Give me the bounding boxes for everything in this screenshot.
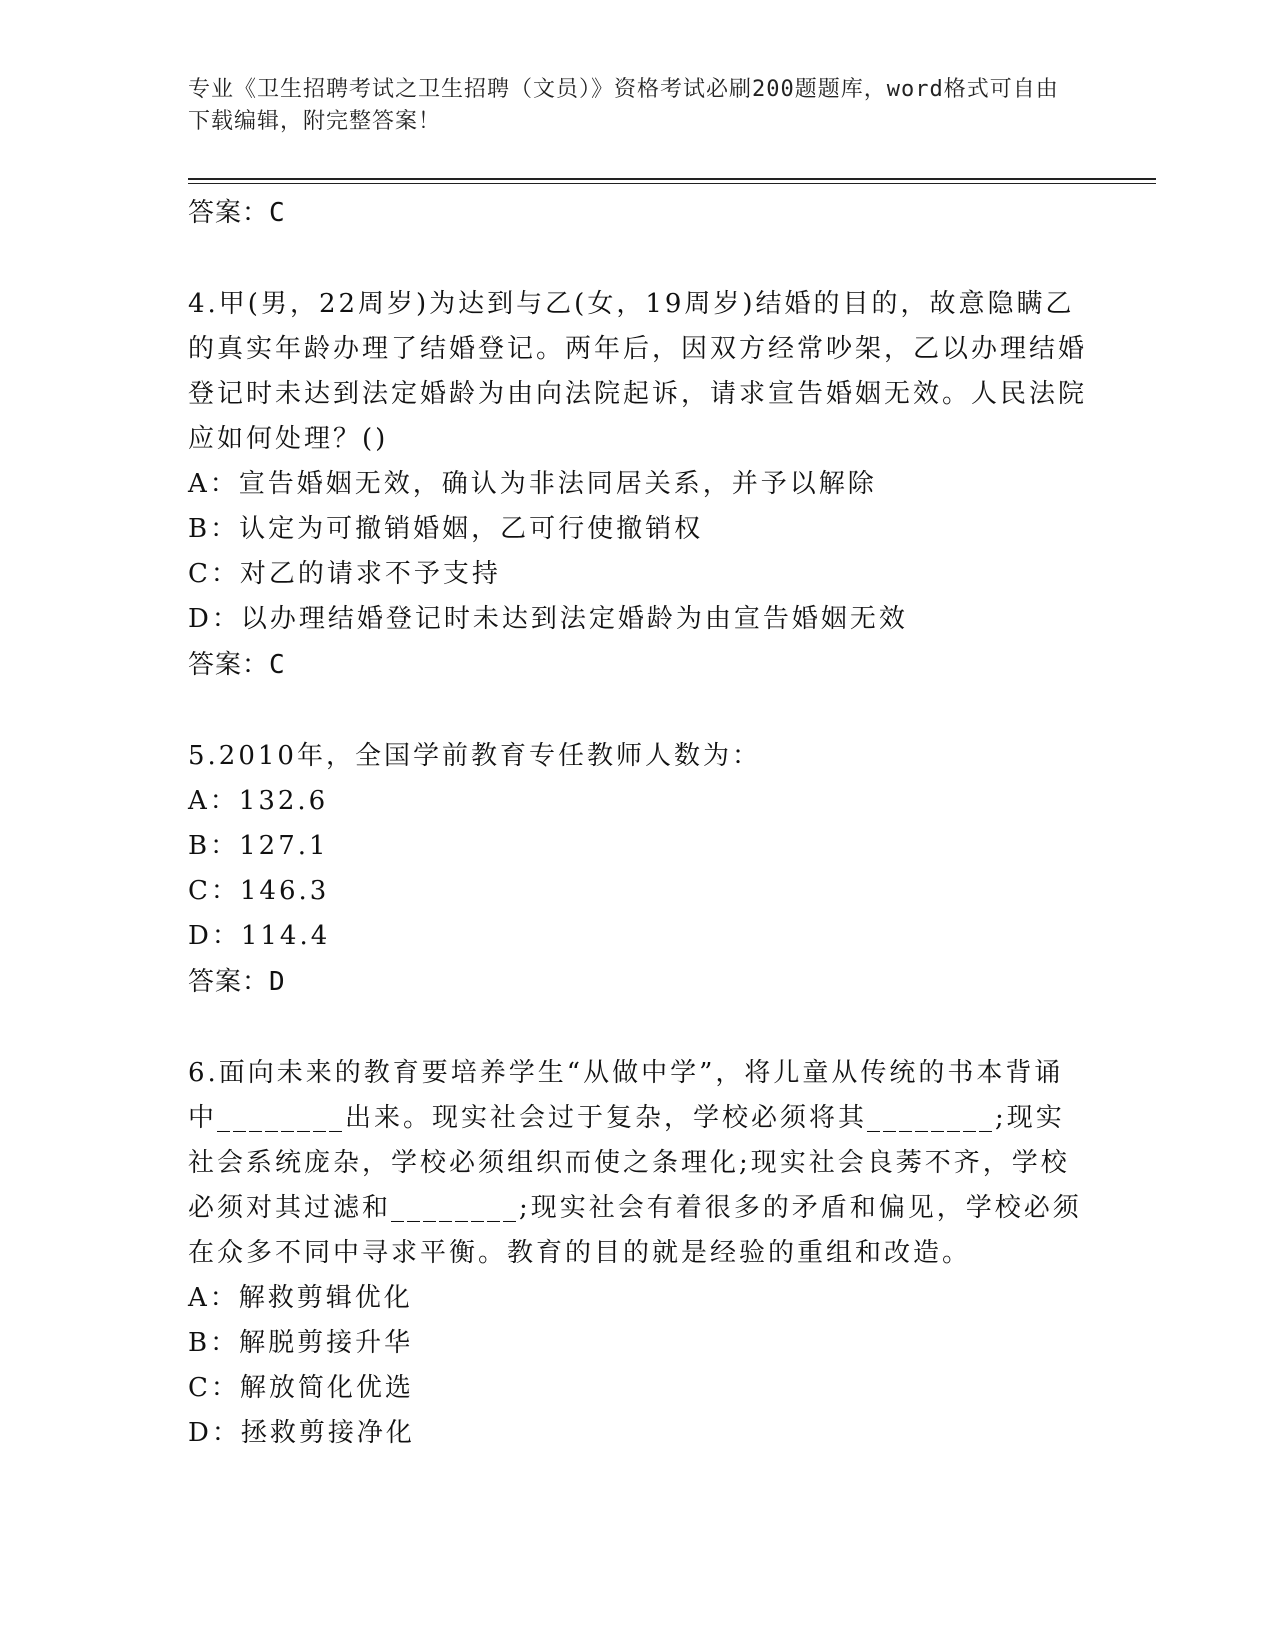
question-block-6 xyxy=(188,1051,1088,1456)
answer-4: 答案：C xyxy=(188,650,286,680)
option-4b: B：认定为可撤销婚姻，乙可行使撤销权 xyxy=(188,514,704,544)
question-block-4 xyxy=(188,282,1088,688)
question-text-5: 5.2010年，全国学前教育专任教师人数为： xyxy=(188,741,761,771)
option-6b: B：解脱剪接升华 xyxy=(188,1328,414,1358)
option-6c: C：解放简化优选 xyxy=(188,1373,414,1403)
question-text-6: 6.面向未来的教育要培养学生“从做中学”，将儿童从传统的书本背诵中________出来。现实社会过于复杂，学校必须将其________;现实社会系统庞杂，学校必须组织而使之条理化;现实社会良莠不齐，学校必须对其过滤和________;现实社会有着很多的矛盾和偏见，学校必须在众多不同中寻求平衡。教育的目的就是经验的重组和改造。 xyxy=(188,1058,1082,1268)
option-6d: D：拯救剪接净化 xyxy=(188,1418,415,1448)
question-block-5 xyxy=(188,734,1088,1005)
option-5a: A：132.6 xyxy=(188,786,329,816)
header-divider-thin xyxy=(188,183,1156,184)
question-text-4: 4.甲(男，22周岁)为达到与乙(女，19周岁)结婚的目的，故意隐瞒乙的真实年龄办理了结婚登记。两年后，因双方经常吵架，乙以办理结婚登记时未达到法定婚龄为由向法院起诉，请求宣告婚姻无效。人民法院应如何处理？() xyxy=(188,289,1088,454)
option-4a: A：宣告婚姻无效，确认为非法同居关系，并予以解除 xyxy=(188,469,877,499)
option-4c: C：对乙的请求不予支持 xyxy=(188,559,501,589)
header-divider-thick xyxy=(188,178,1156,180)
option-5b: B：127.1 xyxy=(188,831,329,861)
document-body xyxy=(188,190,1088,1456)
answer-prev: 答案：C xyxy=(188,198,286,228)
option-6a: A：解救剪辑优化 xyxy=(188,1283,413,1313)
answer-5: 答案：D xyxy=(188,967,286,997)
option-4d: D：以办理结婚登记时未达到法定婚龄为由宣告婚姻无效 xyxy=(188,604,908,634)
document-header: 专业《卫生招聘考试之卫生招聘（文员）》资格考试必刷200题题库，word格式可自由下载编辑，附完整答案！ xyxy=(188,77,1059,134)
option-5c: C：146.3 xyxy=(188,876,330,906)
option-5d: D：114.4 xyxy=(188,921,331,951)
